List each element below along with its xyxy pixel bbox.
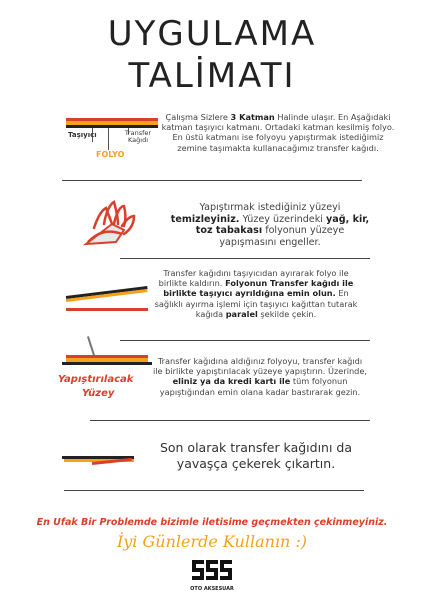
step4-text: Transfer kağıdına aldığınız folyoyu, transfer kağıdı ile birlikte yapıştırılacak yüzeye yapıştırın. Üzerinde, eliniz ya da kredi kartı ile tüm folyonun yapıştığından emin olana kadar bastırarak gezin.	[152, 356, 368, 397]
page-title-line2: TALİMATI	[128, 56, 296, 96]
divider	[90, 420, 370, 421]
step3-text: Transfer kağıdını taşıyıcıdan ayırarak folyo ile birlikte kaldırın. Folyonun Transfer kağıdı ile birlikte taşıyıcı ayrıldığına emin olun. En sağlıklı ayırma işlemi için taşıyıcı kağıttan tutarak kağıda paralel şekilde çekin.	[154, 268, 358, 319]
foil-label: FOLYO	[96, 150, 125, 159]
step5-text: Son olarak transfer kağıdını da yavaşça çekerek çıkartın.	[159, 440, 353, 471]
divider	[120, 340, 370, 341]
step1-text: Çalışma Sizlere 3 Katman Halinde ulaşır. En Aşağıdaki katman taşıyıcı katmanı. Ortadaki katman kesilmiş folyo. En üstü katmanı ise folyoyu yapıştırmak istediğimiz zemine taşımakta kullanacağımız transfer kağıdı.	[161, 112, 395, 153]
surface-label-line1: Yapıştırılacak	[58, 374, 134, 385]
divider	[62, 180, 362, 181]
contact-note: En Ufak Bir Problemde bizimle iletisime geçmekten çekinmeyiniz.	[36, 517, 388, 528]
cleaning-hand-icon	[76, 194, 146, 250]
brand-logo	[188, 552, 236, 586]
step2-text: Yapıştırmak istediğiniz yüzeyi temizleyiniz. Yüzey üzerindeki yağ, kir, toz tabakası folyonun yüzeye yapışmasını engeller.	[170, 202, 370, 248]
brand-logo-text: OTO AKSESUAR	[190, 586, 234, 592]
divider	[64, 490, 364, 491]
closing-message: İyi Günlerde Kullanın :)	[116, 532, 308, 551]
surface-label-line2: Yüzey	[82, 388, 115, 399]
page-title-line1: UYGULAMA	[107, 14, 317, 54]
carrier-label: Taşıyıcı	[68, 131, 97, 139]
divider	[120, 258, 370, 259]
transfer-paper-label: Transfer Kağıdı	[124, 129, 152, 144]
